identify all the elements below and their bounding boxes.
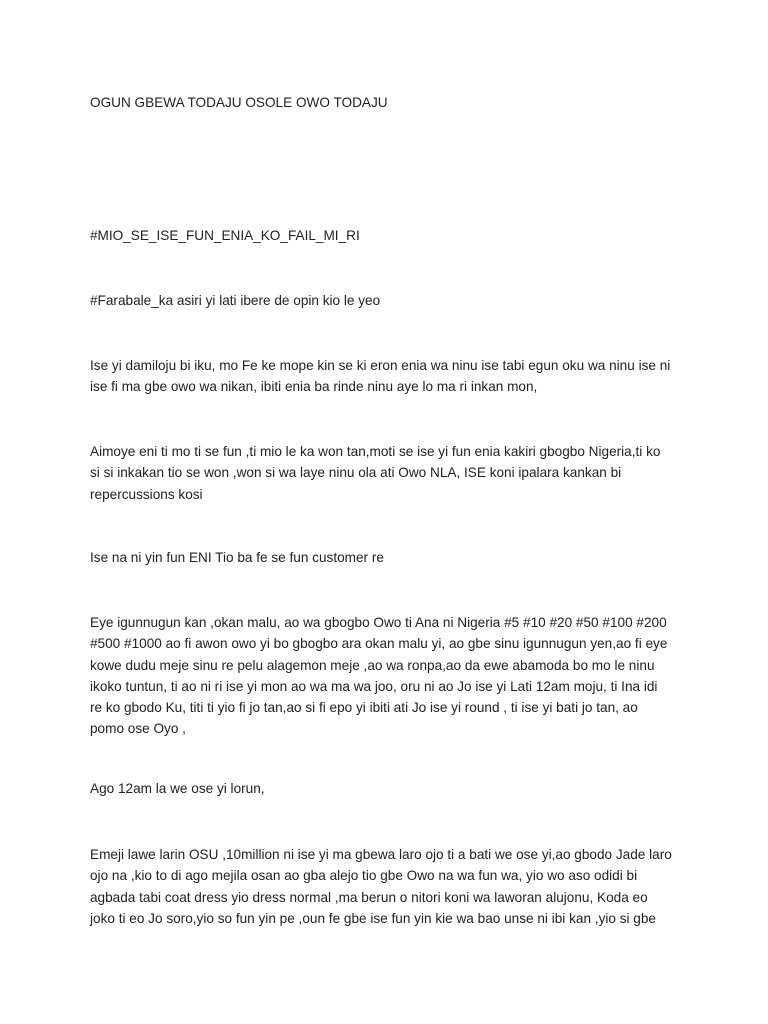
paragraph-4: Eye igunnugun kan ,okan malu, ao wa gbogbo Owo ti Ana ni Nigeria #5 #10 #20 #50 #100 #200 #500 #1000 ao fi awon owo yi bo gbogbo ara okan malu yi, ao gbe sinu igunnugun yen,ao fi eye kowe dudu meje sinu re pelu alagemon meje ,ao wa ronpa,ao da ewe abamoda bo mo le ninu ikoko tuntun, ti ao ni ri ise yi mon ao wa ma wa joo, oru ni ao Jo ise yi Lati 12am moju, ti Ina idi re ko gbodo Ku, titi ti yio fi jo tan,ao si fi epo yi ibiti ati Jo ise yi round , ti ise yi bati jo tan, ao pomo ose Oyo , bbox=[90, 615, 668, 737]
paragraph-2: Aimoye eni ti mo ti se fun ,ti mio le ka won tan,moti se ise yi fun enia kakiri gbogbo Nigeria,ti ko si si inkakan tio se won ,won si wa laye ninu ola ati Owo NLA, ISE koni ipalara kankan bi repercussions kosi bbox=[90, 444, 661, 502]
paragraph-6: Emeji lawe larin OSU ,10million ni ise yi ma gbewa laro ojo ti a bati we ose yi,ao gbodo Jade laro ojo na ,kio to di ago mejila osan ao gba alejo tio gbe Owo na wa fun wa, yio wo aso odidi bi agbada tabi coat dress yio dress normal ,ma berun o nitori koni wa laworan alujonu, Koda eo joko ti eo Jo soro,yio so fun yin pe ,oun fe gbe ise fun yin kie wa bao unse ni ibi kan ,yio si gbe bbox=[90, 847, 672, 926]
hashtag-subheading: #Farabale_ka asiri yi lati ibere de opin kio le yeo bbox=[90, 293, 381, 308]
document-title: OGUN GBEWA TODAJU OSOLE OWO TODAJU bbox=[90, 95, 388, 110]
hashtag-heading: #MIO_SE_ISE_FUN_ENIA_KO_FAIL_MI_RI bbox=[90, 228, 360, 243]
paragraph-1: Ise yi damiloju bi iku, mo Fe ke mope kin se ki eron enia wa ninu ise tabi egun oku wa ninu ise ni ise fi ma gbe owo wa nikan, ibiti enia ba rinde ninu aye lo ma ri inkan mon, bbox=[90, 358, 671, 395]
paragraph-5: Ago 12am la we ose yi lorun, bbox=[90, 781, 265, 796]
paragraph-3: Ise na ni yin fun ENI Tio ba fe se fun customer re bbox=[90, 550, 384, 565]
